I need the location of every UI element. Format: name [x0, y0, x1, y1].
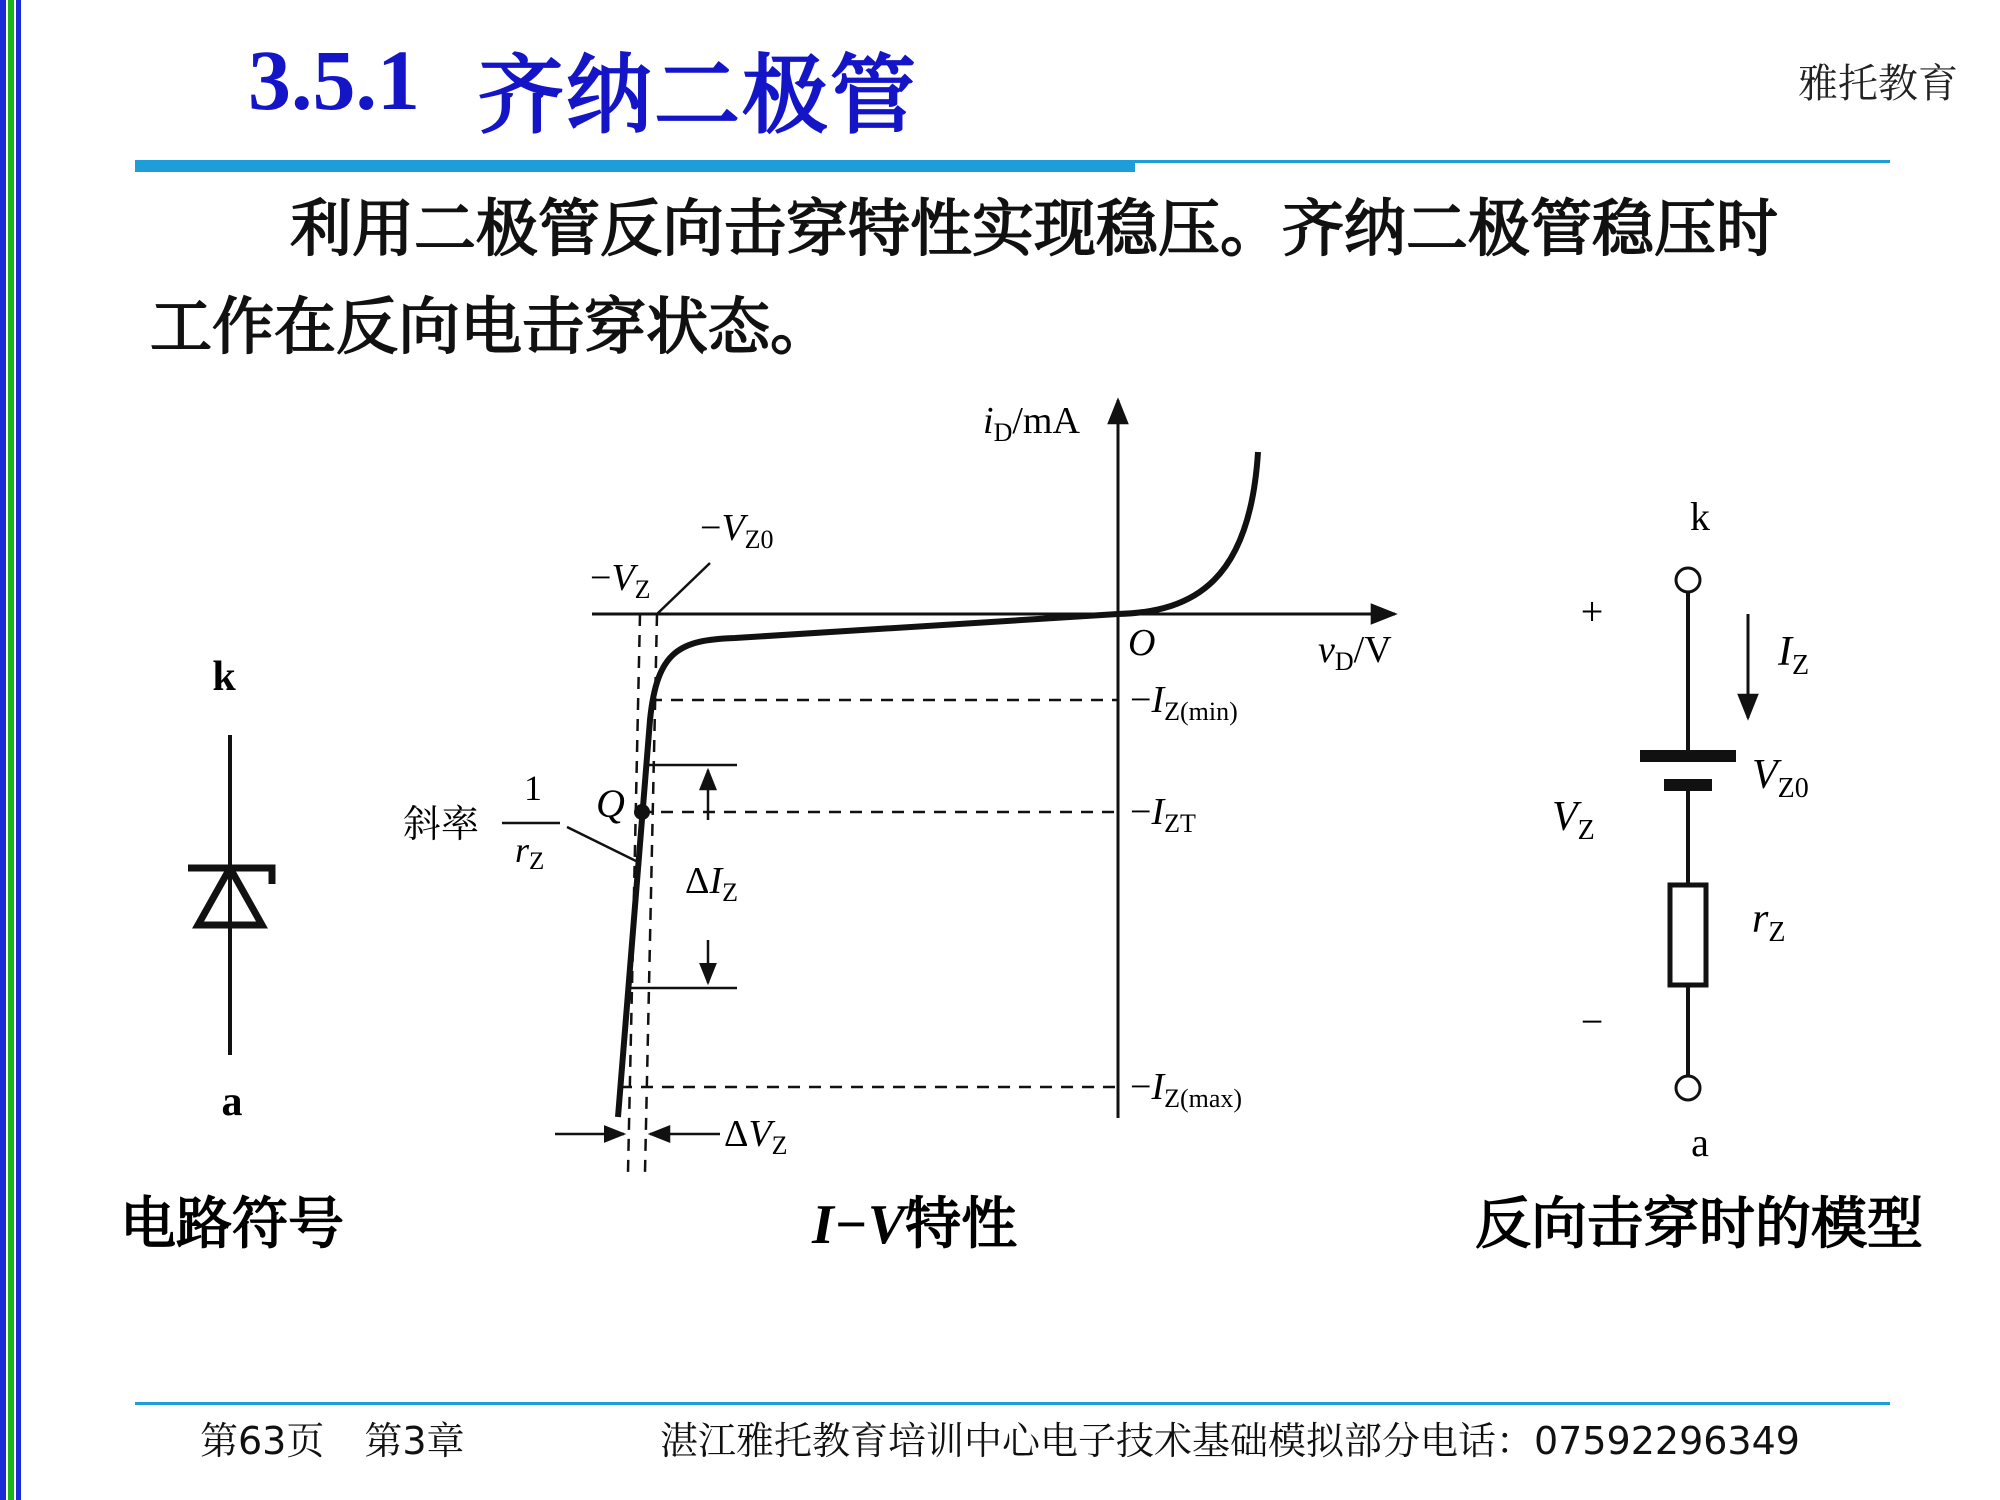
terminal-a — [1676, 1076, 1700, 1100]
vz0-pointer — [657, 563, 710, 614]
resistor-rz — [1670, 885, 1706, 985]
vz0-model-label: $V_{Z0}$ — [1752, 752, 1809, 804]
slope-numerator: 1 — [524, 768, 542, 808]
section-number: 3.5.1 — [248, 32, 420, 128]
footer-chapter: 第3章 — [364, 1419, 465, 1463]
vz0-label: $-V_{Z0}$ — [700, 507, 774, 554]
symbol-k-label: k — [212, 654, 236, 700]
minus-label: − — [1580, 999, 1604, 1044]
plus-label: + — [1580, 589, 1604, 634]
symbol-a-label: a — [221, 1079, 243, 1125]
slope-denominator: rZ — [515, 830, 545, 875]
brand-label: 雅托教育 — [1798, 61, 1958, 107]
slope-text: 斜率 — [403, 802, 480, 846]
terminal-k — [1676, 568, 1700, 592]
q-label: Q — [596, 781, 625, 826]
x-axis-label: $v_D/V$ — [1318, 629, 1392, 676]
izt-label: $-I_{ZT}$ — [1130, 791, 1196, 838]
model-a-label: a — [1691, 1120, 1709, 1165]
vz-label: $-V_Z$ — [590, 557, 651, 604]
q-point — [634, 804, 650, 820]
footer-page: 第63页 — [200, 1419, 325, 1463]
izmin-label: $-I_{Z(min)}$ — [1130, 679, 1238, 726]
iz-label: $I_Z$ — [1778, 629, 1810, 681]
zener-symbol — [188, 735, 272, 1055]
iv-curve — [618, 452, 1258, 1117]
model-k-label: k — [1690, 494, 1710, 539]
delta-iz-label: $\Delta I_Z$ — [685, 860, 738, 907]
model-caption: 反向击穿时的模型 — [1475, 1192, 1923, 1257]
slope-pointer — [567, 827, 638, 862]
footer-page-info — [200, 1410, 465, 1465]
y-axis-label: $i_D/mA$ — [983, 400, 1080, 447]
delta-vz-label: $\Delta V_Z$ — [724, 1113, 788, 1160]
page-title: 齐纳二极管 — [478, 46, 918, 146]
intro-line-2: 工作在反向电击穿状态。 — [150, 290, 833, 363]
vz-model-label: $V_Z$ — [1552, 794, 1595, 846]
rz-model-label: $r_Z$ — [1752, 896, 1786, 948]
origin-label: O — [1128, 622, 1156, 664]
symbol-caption: 电路符号 — [120, 1192, 344, 1257]
footer-rule — [135, 1402, 1890, 1405]
iv-caption: I−V特性 — [812, 1192, 1018, 1257]
izmax-label: $-I_{Z(max)}$ — [1130, 1066, 1243, 1113]
breakdown-model — [1640, 568, 1748, 1100]
footer-contact: 湛江雅托教育培训中心电子技术基础模拟部分电话：07592296349 — [660, 1419, 1800, 1463]
intro-line-1: 利用二极管反向击穿特性实现稳压。齐纳二极管稳压时 — [290, 192, 1779, 265]
